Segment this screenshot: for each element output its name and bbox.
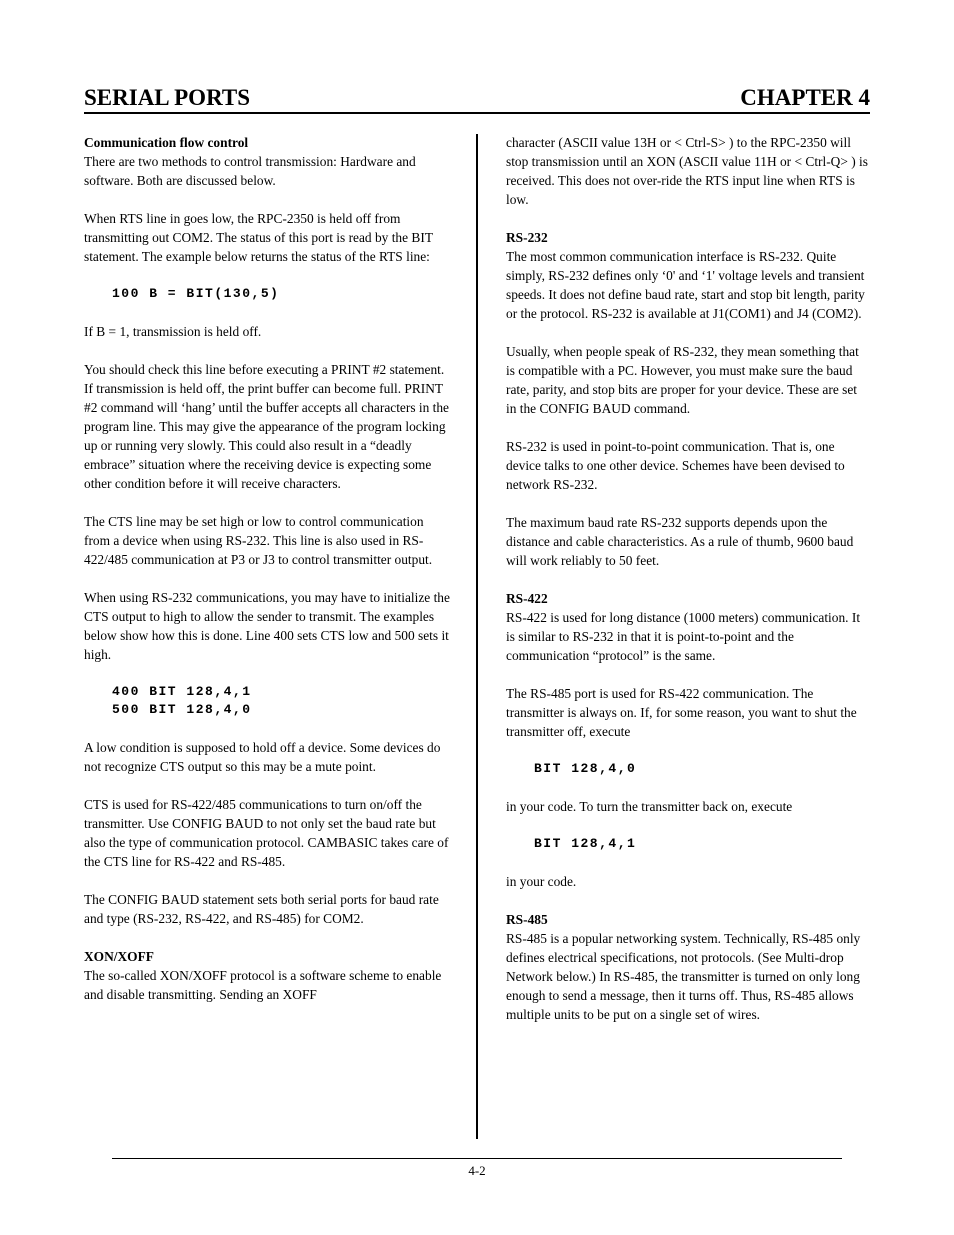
paragraph: You should check this line before executing a PRINT #2 statement. If transmission is held off, the print buffer can become full. PRINT #2 command will ‘hang’ until the buffer accepts all characters in the program line. This may give the appearance of the program locking up or running very slowly. This could also result in a “deadly embrace” situation where the receiving device is expecting some other condition before it will receive characters.: [84, 362, 450, 491]
column-divider: [476, 134, 478, 1139]
paragraph: The most common communication interface is RS-232. Quite simply, RS-232 defines only ‘0' and ‘1' voltage levels and transient speeds. It does not define baud rate, start and stop bit length, parity or the protocol. RS-232 is available at J1(COM1) and J4 (COM2).: [506, 249, 865, 321]
paragraph: If B = 1, transmission is held off.: [84, 324, 262, 339]
paragraph: RS-232 is used in point-to-point communication. That is, one device talks to one other device. Schemes have been devised to network RS-232.: [506, 439, 845, 492]
section-heading-rs232: RS-232: [506, 230, 548, 245]
paragraph: The so-called XON/XOFF protocol is a software scheme to enable and disable transmitting. Sending an XOFF: [84, 968, 442, 1002]
paragraph: The CONFIG BAUD statement sets both serial ports for baud rate and type (RS-232, RS-422, and RS-485) for COM2.: [84, 892, 439, 926]
paragraph: A low condition is supposed to hold off a device. Some devices do not recognize CTS output so this may be a mute point.: [84, 740, 441, 774]
paragraph: The RS-485 port is used for RS-422 communication. The transmitter is always on. If, for some reason, you want to shut the transmitter off, execute: [506, 686, 857, 739]
paragraph: When RTS line in goes low, the RPC-2350 is held off from transmitting out COM2. The status of this port is read by the BIT statement. The example below returns the status of the RTS line:: [84, 211, 433, 264]
page-number: 4-2: [468, 1163, 486, 1178]
code-block: [534, 835, 870, 853]
header-rule: [84, 112, 870, 114]
left-column: [84, 133, 450, 1023]
section-heading-xon-xoff: XON/XOFF: [84, 949, 154, 964]
code-line: BIT 128,4,0: [534, 761, 637, 776]
section-heading-rs485: RS-485: [506, 912, 548, 927]
paragraph: character (ASCII value 13H or < Ctrl-S> ) to the RPC-2350 will stop transmission until an XON (ASCII value 11H or < Ctrl-Q> ) is received. This does not over-ride the RTS input line when RTS is low.: [506, 135, 868, 207]
code-block: [112, 285, 450, 303]
paragraph: RS-485 is a popular networking system. Technically, RS-485 only defines electrical specifications, not protocols. (See Multi-drop Network below.) In RS-485, the transmitter is turned on only long enough to send a message, then it turns off. Thus, RS-485 allows multiple units to be put on a single set of wires.: [506, 931, 861, 1022]
footer-rule: [112, 1158, 842, 1159]
paragraph: in your code.: [506, 874, 577, 889]
section-heading-rs422: RS-422: [506, 591, 548, 606]
right-column: [506, 133, 870, 1043]
paragraph: There are two methods to control transmission: Hardware and software. Both are discussed below.: [84, 154, 416, 188]
paragraph: The maximum baud rate RS-232 supports depends upon the distance and cable characteristics. As a rule of thumb, 9600 baud will work reliably to 50 feet.: [506, 515, 854, 568]
paragraph: CTS is used for RS-422/485 communications to turn on/off the transmitter. Use CONFIG BAUD to not only set the baud rate but also the type of communication protocol. CAMBASIC takes care of the CTS line for RS-422 and RS-485.: [84, 797, 449, 869]
paragraph: in your code. To turn the transmitter back on, execute: [506, 799, 793, 814]
code-line: 500 BIT 128,4,0: [112, 702, 252, 717]
chapter-section-title: SERIAL PORTS: [84, 85, 250, 110]
code-line: BIT 128,4,1: [534, 836, 637, 851]
code-block: [112, 683, 450, 719]
code-line: 100 B = BIT(130,5): [112, 286, 280, 301]
paragraph: The CTS line may be set high or low to control communication from a device when using RS-232. This line is also used in RS-422/485 communication at P3 or J3 to control transmitter output.: [84, 514, 433, 567]
code-block: [534, 760, 870, 778]
section-heading-flow-control: Communication flow control: [84, 135, 249, 150]
chapter-number: CHAPTER 4: [740, 85, 870, 110]
paragraph: RS-422 is used for long distance (1000 meters) communication. It is similar to RS-232 in that it is point-to-point and the communication “protocol” is the same.: [506, 610, 861, 663]
code-line: 400 BIT 128,4,1: [112, 684, 252, 699]
paragraph: When using RS-232 communications, you may have to initialize the CTS output to high to allow the sender to transmit. The examples below show how this is done. Line 400 sets CTS low and 500 sets it high.: [84, 590, 450, 662]
paragraph: Usually, when people speak of RS-232, they mean something that is compatible with a PC. However, you must make sure the baud rate, parity, and stop bits are proper for your device. These are set in the CONFIG BAUD command.: [506, 344, 859, 416]
